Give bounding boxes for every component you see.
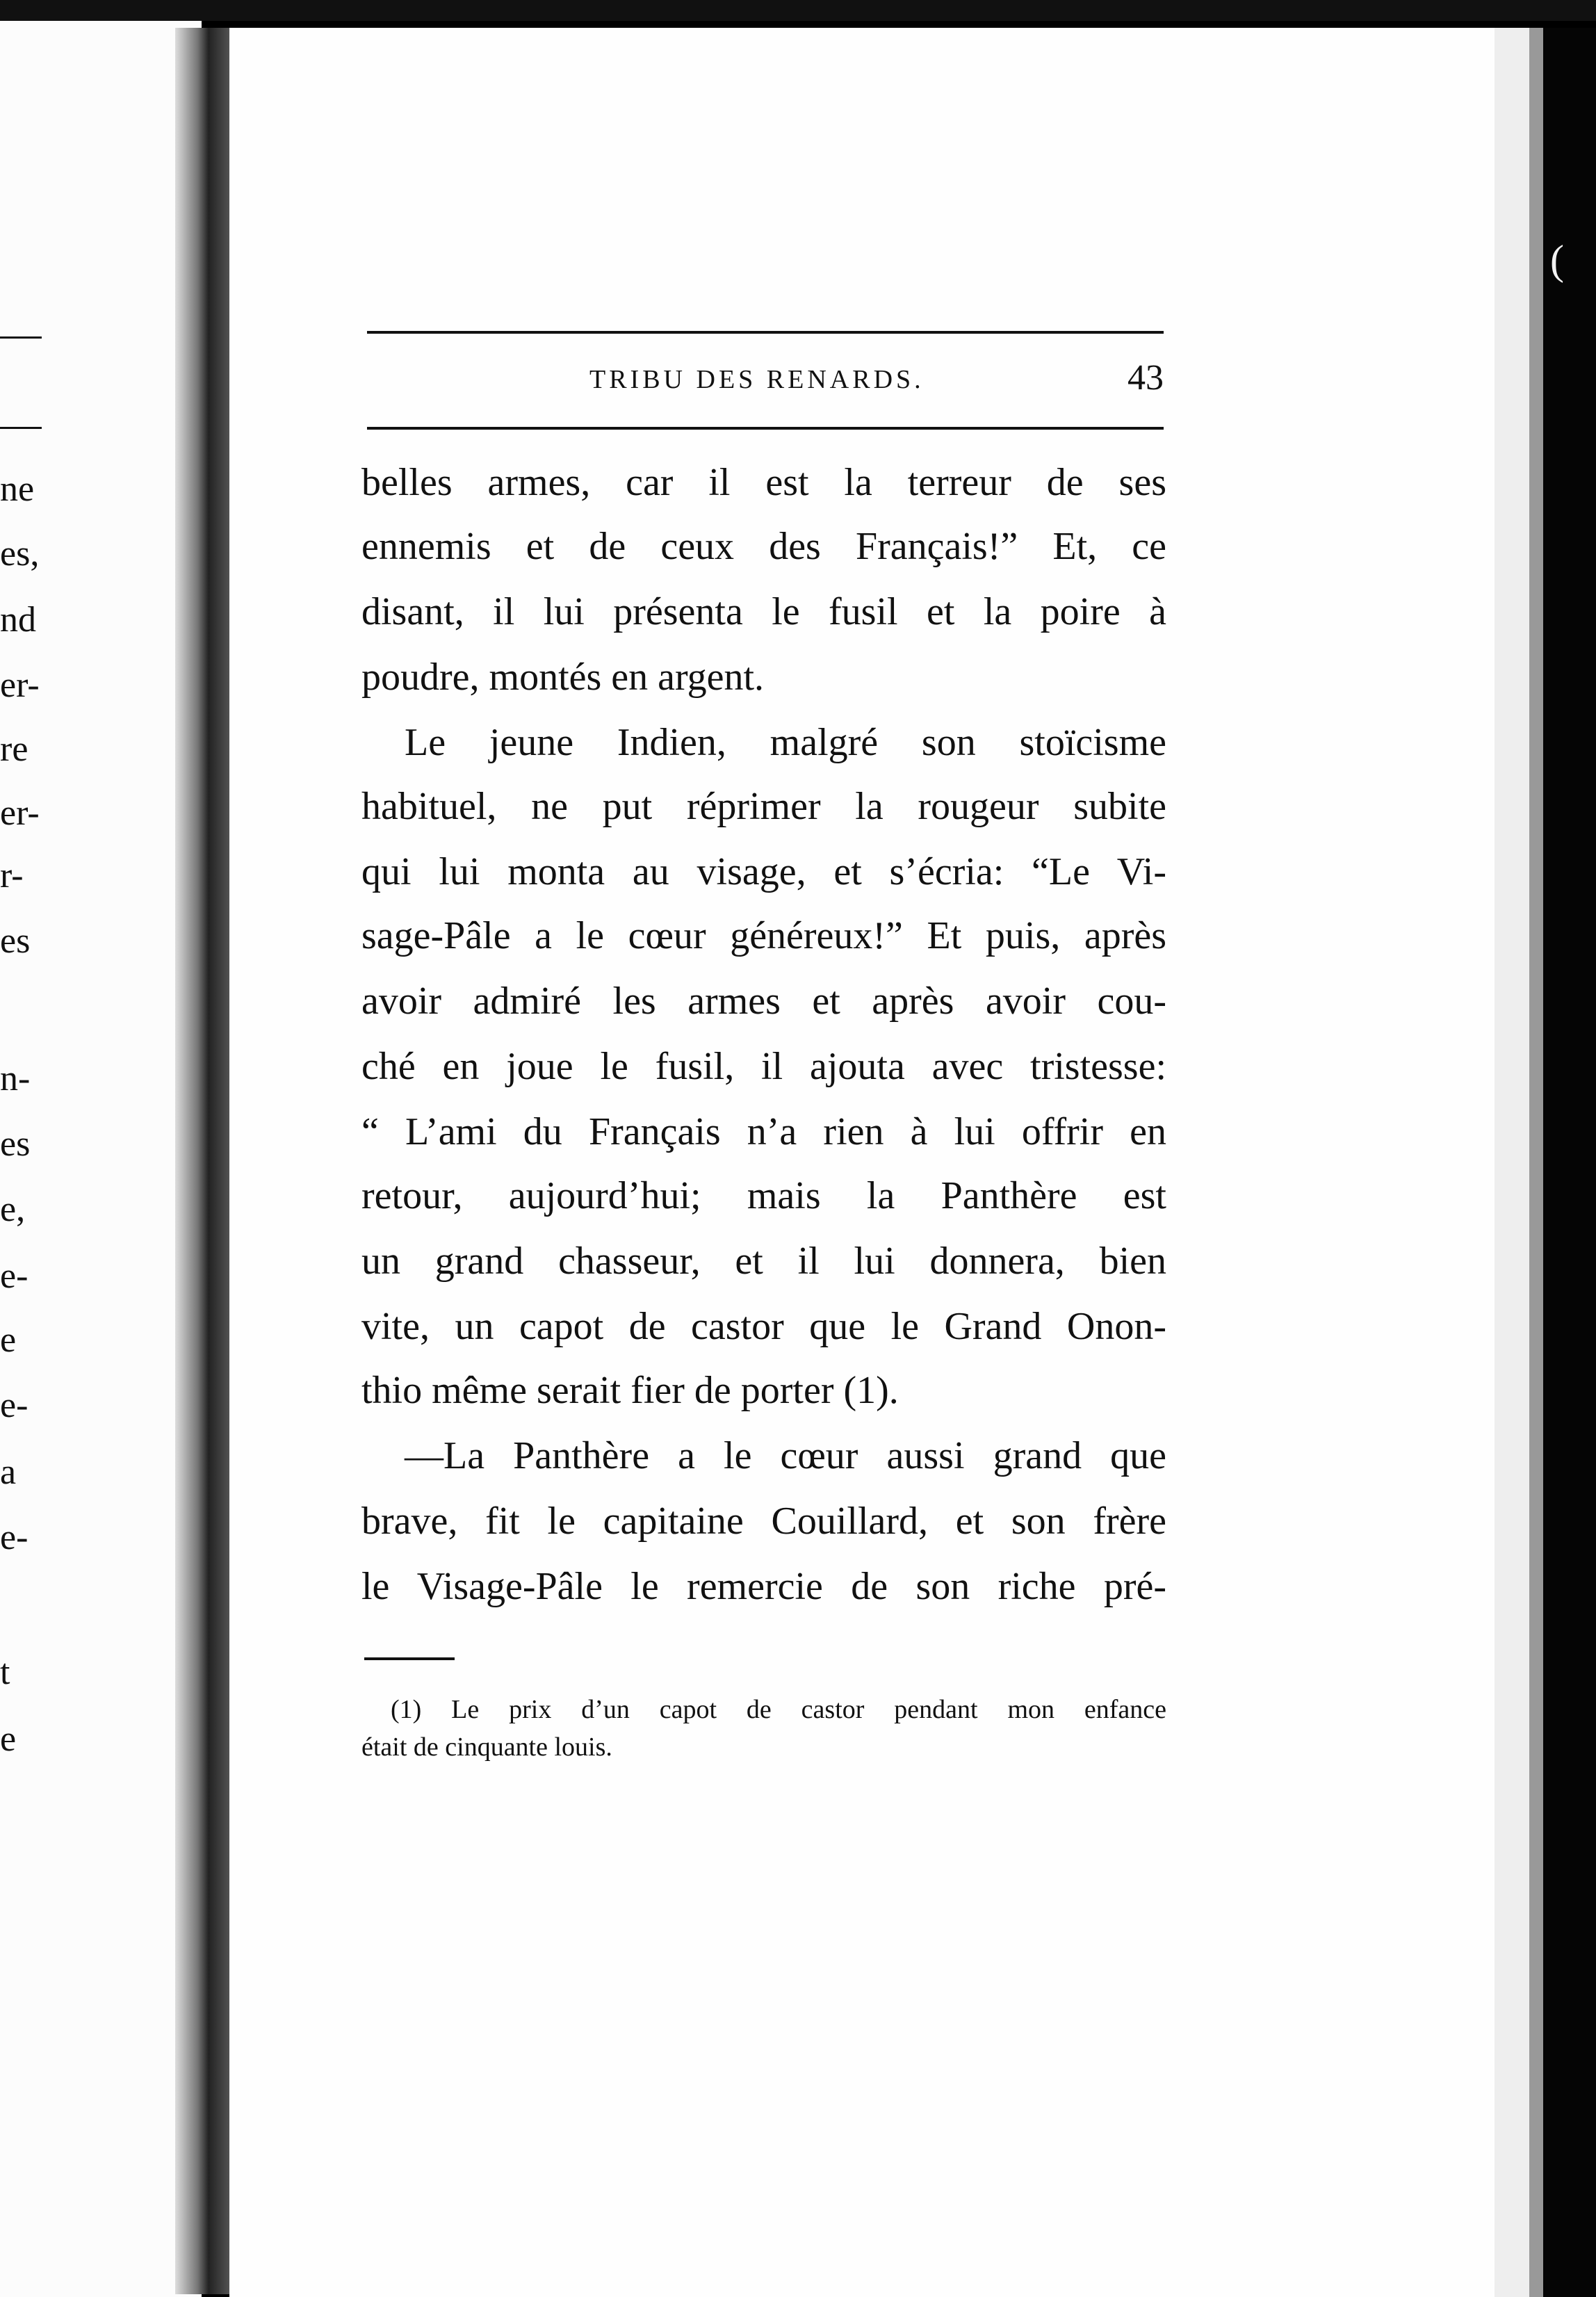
text-line: disant, il lui présenta le fusil et la poire à [361, 590, 1166, 633]
facing-page-fragment: es [0, 921, 31, 961]
facing-page-fragment: e [0, 1719, 17, 1759]
facing-page-fragment: e- [0, 1256, 28, 1296]
paragraph-first-line: Le jeune Indien, malgré son stoïcisme [405, 721, 1166, 764]
header-top-rule [367, 331, 1164, 334]
facing-page-fragment: re [0, 729, 28, 769]
text-line: vite, un capot de castor que le Grand Onon- [361, 1305, 1166, 1348]
facing-page-fragment: t [0, 1653, 10, 1692]
text-line: “ L’ami du Français n’a rien à lui offrir en [361, 1110, 1166, 1153]
footnote-rule [364, 1657, 455, 1660]
facing-page-fragment: er- [0, 793, 40, 833]
page-number: 43 [1127, 358, 1164, 398]
text-line: le Visage-Pâle le remercie de son riche pré- [361, 1565, 1166, 1608]
text-line: avoir admiré les armes et après avoir cou- [361, 980, 1166, 1023]
facing-page-fragment: e- [0, 1386, 28, 1425]
header-bottom-rule [367, 427, 1164, 430]
facing-page-fragment: es [0, 1124, 31, 1164]
text-line: ennemis et de ceux des Français!” Et, ce [361, 525, 1166, 568]
facing-page-fragment: e, [0, 1190, 26, 1229]
page-edge-shadow [1529, 28, 1543, 2297]
running-head [367, 358, 1164, 406]
facing-page-fragment: ne [0, 469, 35, 509]
text-line: poudre, montés en argent. [361, 656, 765, 699]
text-line: un grand chasseur, et il lui donnera, bien [361, 1240, 1166, 1283]
facing-page-fragment: e- [0, 1518, 28, 1557]
text-line: retour, aujourd’hui; mais la Panthère est [361, 1174, 1166, 1217]
facing-page-fragment: es, [0, 534, 40, 574]
book-gutter [175, 28, 231, 2294]
footnote-line: (1) Le prix d’un capot de castor pendant mon enfance [391, 1695, 1166, 1724]
facing-page-head-rule [0, 427, 42, 429]
scan-border [1543, 28, 1596, 2297]
paragraph-first-line: —La Panthère a le cœur aussi grand que [405, 1434, 1166, 1477]
text-line: ché en joue le fusil, il ajouta avec tristesse: [361, 1045, 1166, 1088]
facing-page-top-rule [0, 336, 42, 339]
text-line: brave, fit le capitaine Couillard, et son frère [361, 1500, 1166, 1543]
text-line: habituel, ne put réprimer la rougeur subite [361, 785, 1166, 828]
footnote-line: était de cinquante louis. [361, 1732, 612, 1762]
scan-top-band [0, 0, 1596, 21]
facing-page-fragment: a [0, 1452, 17, 1492]
text-line: qui lui monta au visage, et s’écria: “Le Vi- [361, 850, 1166, 893]
facing-page-fragment: r- [0, 856, 24, 895]
edge-mark: ( [1550, 237, 1564, 283]
page-edge [1495, 28, 1529, 2297]
text-line: belles armes, car il est la terreur de ses [361, 461, 1166, 504]
facing-page-fragment: er- [0, 665, 40, 705]
facing-page-fragment: e [0, 1320, 17, 1360]
facing-page-fragment: n- [0, 1059, 31, 1098]
text-line: thio même serait fier de porter (1). [361, 1369, 899, 1412]
running-head-title: TRIBU DES RENARDS. [589, 365, 925, 394]
facing-page-fragment: nd [0, 600, 36, 640]
facing-page [0, 21, 202, 2297]
text-line: sage-Pâle a le cœur généreux!” Et puis, après [361, 914, 1166, 957]
